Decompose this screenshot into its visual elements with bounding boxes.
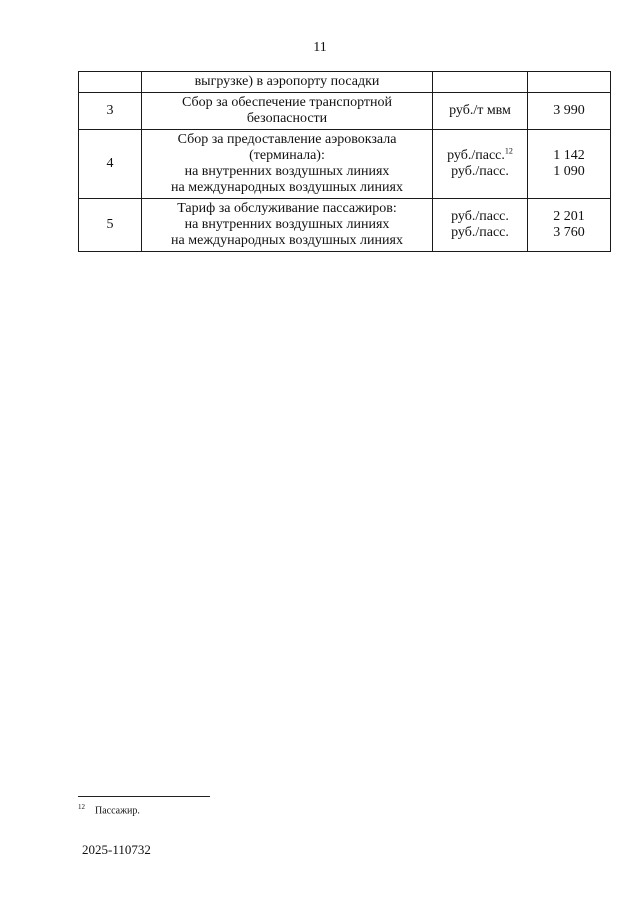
row-unit: руб./т мвм: [449, 103, 511, 118]
row-description-line: Сбор за обеспечение транспортной: [181, 95, 393, 110]
row-value: 3 990: [553, 103, 585, 118]
row-description-line: Сбор за предоставление аэровокзала: [177, 132, 397, 147]
row-description-line: безопасности: [246, 111, 328, 126]
row-description-line: на внутренних воздушных линиях: [184, 217, 390, 232]
row-unit: руб./пасс.: [451, 164, 509, 179]
row-value-cell: [528, 93, 611, 130]
row-description-line: выгрузке) в аэропорту посадки: [194, 74, 380, 89]
page-number: 11: [313, 40, 327, 55]
footnote-reference: 12: [504, 146, 513, 156]
row-value-cell: [528, 130, 611, 199]
row-description-line: на внутренних воздушных линиях: [184, 164, 390, 179]
row-unit-cell: [433, 199, 528, 252]
table-row-5: [79, 199, 611, 252]
tariff-table: [78, 71, 611, 252]
footnote: [78, 803, 140, 816]
row-unit: руб./пасс.: [451, 225, 509, 240]
row-unit-cell: [433, 130, 528, 199]
row-number-cell: 3: [79, 93, 142, 130]
footnote-divider: [78, 796, 210, 797]
row-description-line: Тариф за обслуживание пассажиров:: [177, 201, 397, 216]
row-number-cell: [79, 72, 142, 93]
table-row-4: [79, 130, 611, 199]
row-unit-cell: [433, 93, 528, 130]
row-value: 2 201: [553, 209, 585, 224]
footnote-text: Пассажир.: [95, 805, 140, 817]
row-unit: руб./пасс.: [451, 209, 509, 224]
table-row-continuation: [79, 72, 611, 93]
footnote-number: 12: [78, 803, 85, 811]
row-description-cell: [142, 72, 433, 93]
row-unit: руб./пасс.: [447, 148, 505, 163]
row-description-line: (терминала):: [249, 148, 325, 163]
row-description-line: на международных воздушных линиях: [171, 180, 403, 195]
row-unit-cell: [433, 72, 528, 93]
row-value-cell: [528, 199, 611, 252]
row-description-line: на международных воздушных линиях: [171, 233, 403, 248]
row-value: 1 090: [553, 164, 585, 179]
row-unit-line: [437, 148, 523, 164]
row-description-cell: [142, 93, 433, 130]
row-number-cell: 4: [79, 130, 142, 199]
row-value-cell: [528, 72, 611, 93]
document-code: 2025-110732: [82, 842, 151, 857]
row-value: 1 142: [553, 148, 585, 163]
row-number-cell: 5: [79, 199, 142, 252]
table-row-3: [79, 93, 611, 130]
row-value: 3 760: [553, 225, 585, 240]
row-description-cell: [142, 199, 433, 252]
row-description-cell: [142, 130, 433, 199]
